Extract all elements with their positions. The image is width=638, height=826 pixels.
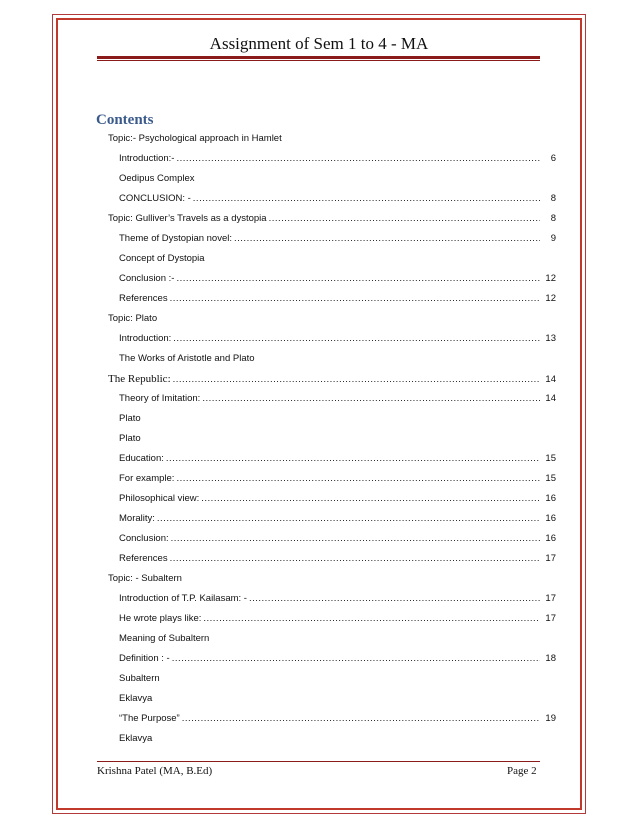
footer-rule <box>97 761 540 762</box>
toc-entry-label: Theory of Imitation: <box>119 393 201 404</box>
toc-entry[interactable] <box>0 469 638 489</box>
toc-entry[interactable] <box>0 349 638 369</box>
toc-entry-page: 12 <box>545 293 556 304</box>
toc-entry-page: 14 <box>545 374 556 385</box>
toc-entry[interactable] <box>0 589 638 609</box>
toc-dot-leader <box>157 509 540 529</box>
toc-entry-page: 6 <box>550 153 556 164</box>
toc-entry[interactable] <box>0 149 638 169</box>
toc-entry-page: 15 <box>545 453 556 464</box>
toc-entry-page: 16 <box>545 493 556 504</box>
toc-dot-leader <box>173 329 540 349</box>
toc-entry[interactable] <box>0 489 638 509</box>
toc-dot-leader <box>170 549 540 569</box>
table-of-contents <box>0 129 638 749</box>
toc-entry-label: Conclusion: <box>119 533 169 544</box>
toc-entry-label: Introduction: <box>119 333 172 344</box>
toc-entry[interactable] <box>0 329 638 349</box>
toc-entry[interactable] <box>0 289 638 309</box>
toc-entry[interactable] <box>0 449 638 469</box>
toc-entry-label: References <box>119 293 168 304</box>
toc-entry[interactable] <box>0 189 638 209</box>
toc-entry[interactable] <box>0 569 638 589</box>
toc-entry[interactable] <box>0 689 638 709</box>
toc-dot-leader <box>269 209 540 229</box>
toc-entry-page: 8 <box>550 213 556 224</box>
toc-entry[interactable] <box>0 529 638 549</box>
toc-dot-leader <box>182 709 540 729</box>
toc-entry-label: Subaltern <box>119 673 160 684</box>
toc-entry[interactable] <box>0 609 638 629</box>
toc-entry-label: Topic:- Psychological approach in Hamlet <box>108 133 282 144</box>
toc-entry-label: Plato <box>119 413 141 424</box>
toc-entry[interactable] <box>0 509 638 529</box>
toc-dot-leader <box>201 489 540 509</box>
toc-dot-leader <box>166 449 540 469</box>
toc-entry[interactable] <box>0 129 638 149</box>
toc-entry[interactable] <box>0 229 638 249</box>
toc-entry[interactable] <box>0 709 638 729</box>
toc-dot-leader <box>176 149 540 169</box>
toc-entry-label: Introduction of T.P. Kailasam: - <box>119 593 247 604</box>
header-rule <box>97 56 540 59</box>
toc-entry[interactable] <box>0 429 638 449</box>
toc-entry-label: The Republic: <box>108 373 171 385</box>
toc-entry-label: Morality: <box>119 513 155 524</box>
toc-dot-leader <box>193 189 540 209</box>
toc-dot-leader <box>202 389 540 409</box>
toc-entry-page: 16 <box>545 513 556 524</box>
toc-entry-page: 14 <box>545 393 556 404</box>
toc-entry-label: Education: <box>119 453 164 464</box>
toc-entry-page: 18 <box>545 653 556 664</box>
toc-entry-label: “The Purpose” <box>119 713 180 724</box>
toc-entry-label: The Works of Aristotle and Plato <box>119 353 255 364</box>
header-rule-thin <box>97 60 540 61</box>
toc-entry-page: 17 <box>545 553 556 564</box>
toc-dot-leader <box>203 609 540 629</box>
toc-entry-label: Eklavya <box>119 733 153 744</box>
toc-entry-page: 13 <box>545 333 556 344</box>
toc-entry-label: Meaning of Subaltern <box>119 633 210 644</box>
toc-entry-label: He wrote plays like: <box>119 613 202 624</box>
footer-author: Krishna Patel (MA, B.Ed) <box>97 765 213 777</box>
toc-entry-label: Plato <box>119 433 141 444</box>
toc-entry-label: Conclusion :- <box>119 273 175 284</box>
toc-entry-label: Theme of Dystopian novel: <box>119 233 233 244</box>
toc-entry-page: 8 <box>550 193 556 204</box>
toc-entry[interactable] <box>0 249 638 269</box>
toc-entry[interactable] <box>0 629 638 649</box>
toc-entry-page: 19 <box>545 713 556 724</box>
toc-entry-label: References <box>119 553 168 564</box>
toc-dot-leader <box>172 649 540 669</box>
toc-entry-label: Topic: Gulliver’s Travels as a dystopia <box>108 213 267 224</box>
header-title: Assignment of Sem 1 to 4 - MA <box>209 34 429 53</box>
toc-entry-label: Topic: - Subaltern <box>108 573 182 584</box>
toc-entry-page: 9 <box>550 233 556 244</box>
toc-entry-label: For example: <box>119 473 175 484</box>
toc-entry[interactable] <box>0 729 638 749</box>
toc-entry[interactable] <box>0 209 638 229</box>
toc-entry[interactable] <box>0 649 638 669</box>
toc-entry-label: Concept of Dystopia <box>119 253 205 264</box>
toc-entry-label: Oedipus Complex <box>119 173 195 184</box>
toc-dot-leader <box>170 289 540 309</box>
toc-entry[interactable] <box>0 309 638 329</box>
toc-entry-page: 12 <box>545 273 556 284</box>
toc-entry-label: CONCLUSION: - <box>119 193 191 204</box>
toc-dot-leader <box>234 229 540 249</box>
toc-dot-leader <box>249 589 540 609</box>
toc-entry[interactable] <box>0 549 638 569</box>
toc-entry-page: 17 <box>545 613 556 624</box>
toc-entry[interactable] <box>0 369 638 389</box>
toc-entry-label: Philosophical view: <box>119 493 200 504</box>
toc-entry[interactable] <box>0 169 638 189</box>
toc-entry[interactable] <box>0 389 638 409</box>
toc-dot-leader <box>176 269 540 289</box>
toc-entry[interactable] <box>0 669 638 689</box>
contents-heading: Contents <box>96 112 154 128</box>
toc-entry-label: Definition : - <box>119 653 170 664</box>
toc-dot-leader <box>171 529 540 549</box>
toc-entry-label: Eklavya <box>119 693 153 704</box>
toc-entry[interactable] <box>0 269 638 289</box>
toc-entry[interactable] <box>0 409 638 429</box>
toc-entry-page: 16 <box>545 533 556 544</box>
toc-entry-page: 15 <box>545 473 556 484</box>
toc-entry-page: 17 <box>545 593 556 604</box>
toc-dot-leader <box>173 370 540 390</box>
toc-entry-label: Topic: Plato <box>108 313 158 324</box>
footer-page-number: Page 2 <box>507 765 537 777</box>
toc-entry-label: Introduction:- <box>119 153 175 164</box>
toc-dot-leader <box>176 469 540 489</box>
